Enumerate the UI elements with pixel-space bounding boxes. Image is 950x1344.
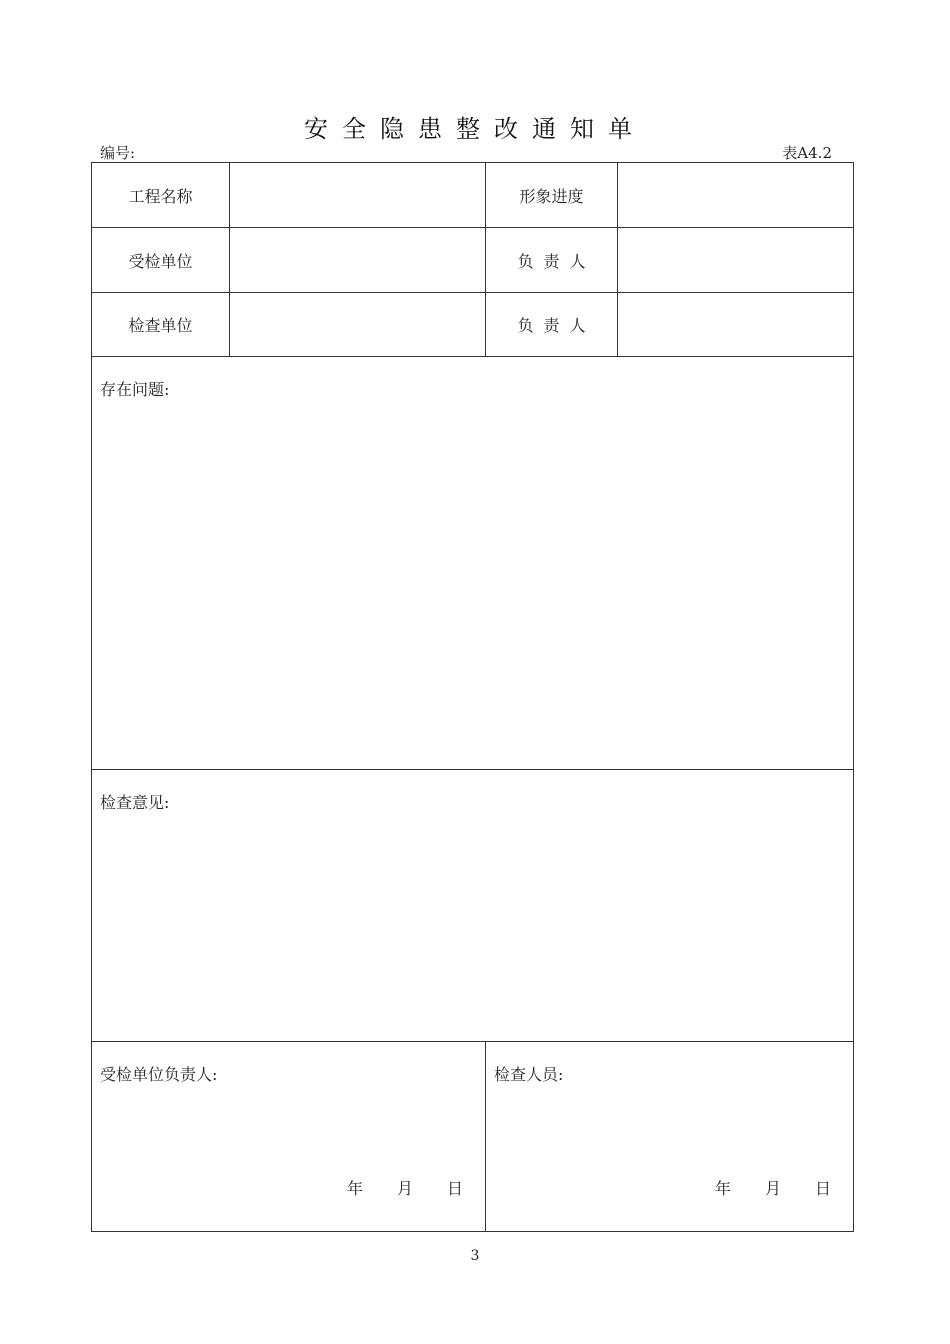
date-month-label: 月 xyxy=(764,1179,781,1198)
opinion-row xyxy=(92,770,854,1042)
inspector-signature-section[interactable] xyxy=(486,1042,854,1232)
date-month-label: 月 xyxy=(396,1179,413,1198)
document-title: 安全隐患整改通知单 xyxy=(304,115,646,143)
form-code: 表A4.2 xyxy=(782,144,832,162)
date-day-label: 日 xyxy=(446,1179,463,1198)
inspecting-unit-label: 检查单位 xyxy=(92,293,230,357)
table-row xyxy=(92,228,854,293)
inspector-signature-label: 检查人员: xyxy=(494,1065,564,1084)
signature-date xyxy=(715,1176,831,1199)
inspected-unit-label: 受检单位 xyxy=(92,228,230,293)
date-year-label: 年 xyxy=(714,1179,731,1198)
issues-section[interactable] xyxy=(92,357,854,770)
inspected-unit-manager-field[interactable] xyxy=(618,228,854,293)
inspected-unit-manager-signature-label: 受检单位负责人: xyxy=(100,1065,218,1084)
project-name-label: 工程名称 xyxy=(92,163,230,228)
opinion-section[interactable] xyxy=(92,770,854,1042)
project-name-field[interactable] xyxy=(230,163,486,228)
issues-label: 存在问题: xyxy=(100,380,170,399)
page-number: 3 xyxy=(470,1248,480,1264)
notice-form-table xyxy=(91,162,854,1232)
signature-date xyxy=(347,1176,463,1199)
date-day-label: 日 xyxy=(815,1179,832,1198)
issues-row xyxy=(92,357,854,770)
inspecting-unit-field[interactable] xyxy=(230,293,486,357)
inspecting-unit-manager-field[interactable] xyxy=(618,293,854,357)
inspecting-unit-manager-label: 负责人 xyxy=(486,293,618,357)
table-row xyxy=(92,163,854,228)
serial-number-label: 编号: xyxy=(100,144,136,162)
opinion-label: 检查意见: xyxy=(100,793,170,812)
table-row xyxy=(92,293,854,357)
inspected-unit-signature-section[interactable] xyxy=(92,1042,486,1232)
progress-label: 形象进度 xyxy=(486,163,618,228)
date-year-label: 年 xyxy=(346,1179,363,1198)
inspected-unit-field[interactable] xyxy=(230,228,486,293)
inspected-unit-manager-label: 负责人 xyxy=(486,228,618,293)
signature-row xyxy=(92,1042,854,1232)
progress-field[interactable] xyxy=(618,163,854,228)
